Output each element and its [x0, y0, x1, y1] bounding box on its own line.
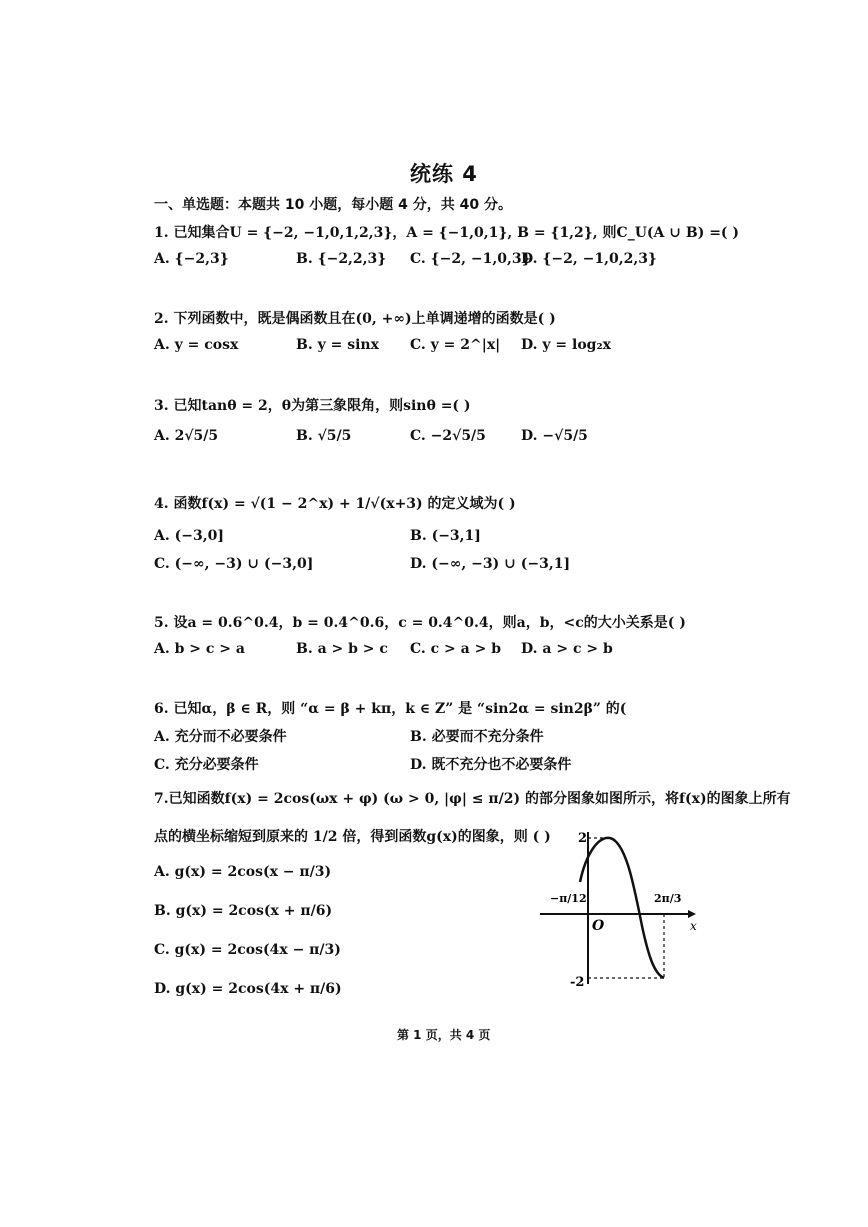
cosine-curve [580, 838, 664, 978]
q4-option-c: C. (−∞, −3) ∪ (−3,0] [154, 556, 314, 572]
q5-option-d: D. a > c > b [521, 641, 613, 657]
y-top-label: 2 [578, 831, 588, 846]
q5-option-a: A. b > c > a [154, 641, 245, 657]
q2-option-d: D. y = log₂x [521, 337, 611, 353]
question-2-stem: 2. 下列函数中，既是偶函数且在(0, +∞)上单调递增的函数是( ) [154, 311, 556, 327]
q4-option-b: B. (−3,1] [410, 528, 481, 544]
q6-option-c: C. 充分必要条件 [154, 757, 259, 773]
question-6-stem: 6. 已知α，β ∈ R，则 “α = β + kπ，k ∈ Z” 是 “sin2α = sin2β” 的( [154, 701, 627, 717]
q5-option-c: C. c > a > b [410, 641, 501, 657]
q2-option-b: B. y = sinx [296, 337, 379, 353]
q3-option-d: D. −√5/5 [521, 428, 588, 444]
q7-option-a: A. g(x) = 2cos(x − π/3) [154, 864, 332, 880]
q4-option-a: A. (−3,0] [154, 528, 224, 544]
page-footer: 第 1 页，共 4 页 [397, 1028, 491, 1042]
question-7-stem-line1: 7.已知函数f(x) = 2cos(ωx + φ) (ω > 0, |φ| ≤ π/2) 的部分图象如图所示，将f(x)的图象上所有 [154, 791, 791, 807]
cosine-graph-figure [530, 826, 700, 996]
q6-option-d: D. 既不充分也不必要条件 [410, 757, 572, 773]
q7-option-c: C. g(x) = 2cos(4x − π/3) [154, 942, 341, 958]
x-right-label: 2π/3 [654, 892, 682, 905]
q1-option-b: B. {−2,2,3} [296, 251, 387, 267]
question-7-stem-line2: 点的横坐标缩短到原来的 1/2 倍，得到函数g(x)的图象，则 ( ) [154, 829, 551, 845]
q3-option-c: C. −2√5/5 [410, 428, 486, 444]
q3-option-a: A. 2√5/5 [154, 428, 219, 444]
question-1-stem: 1. 已知集合U = {−2, −1,0,1,2,3}，A = {−1,0,1}, B = {1,2}, 则C_U(A ∪ B) =( ) [154, 225, 740, 241]
q2-option-c: C. y = 2^|x| [410, 337, 501, 353]
question-5-stem: 5. 设a = 0.6^0.4，b = 0.4^0.6，c = 0.4^0.4，则a，b，<c的大小关系是( ) [154, 615, 686, 631]
y-bottom-label: -2 [570, 975, 585, 990]
x-left-label: −π/12 [550, 892, 587, 905]
page-title: 统练 4 [410, 162, 478, 186]
q3-option-b: B. √5/5 [296, 428, 352, 444]
x-axis-arrow [688, 910, 696, 918]
q2-option-a: A. y = cosx [154, 337, 239, 353]
q6-option-a: A. 充分而不必要条件 [154, 729, 287, 745]
origin-label: O [592, 918, 605, 934]
question-4-stem: 4. 函数f(x) = √(1 − 2^x) + 1/√(x+3) 的定义域为( ) [154, 496, 516, 512]
section-heading: 一、单选题：本题共 10 小题，每小题 4 分，共 40 分。 [154, 197, 512, 213]
q1-option-d: D. {−2, −1,0,2,3} [521, 251, 657, 267]
q6-option-b: B. 必要而不充分条件 [410, 729, 544, 745]
q4-option-d: D. (−∞, −3) ∪ (−3,1] [410, 556, 571, 572]
q7-option-d: D. g(x) = 2cos(4x + π/6) [154, 981, 342, 997]
q1-option-c: C. {−2, −1,0,3} [410, 251, 531, 267]
question-3-stem: 3. 已知tanθ = 2，θ为第三象限角，则sinθ =( ) [154, 398, 471, 414]
q7-option-b: B. g(x) = 2cos(x + π/6) [154, 903, 333, 919]
q5-option-b: B. a > b > c [296, 641, 388, 657]
x-axis-label: x [690, 919, 697, 933]
q1-option-a: A. {−2,3} [154, 251, 229, 267]
